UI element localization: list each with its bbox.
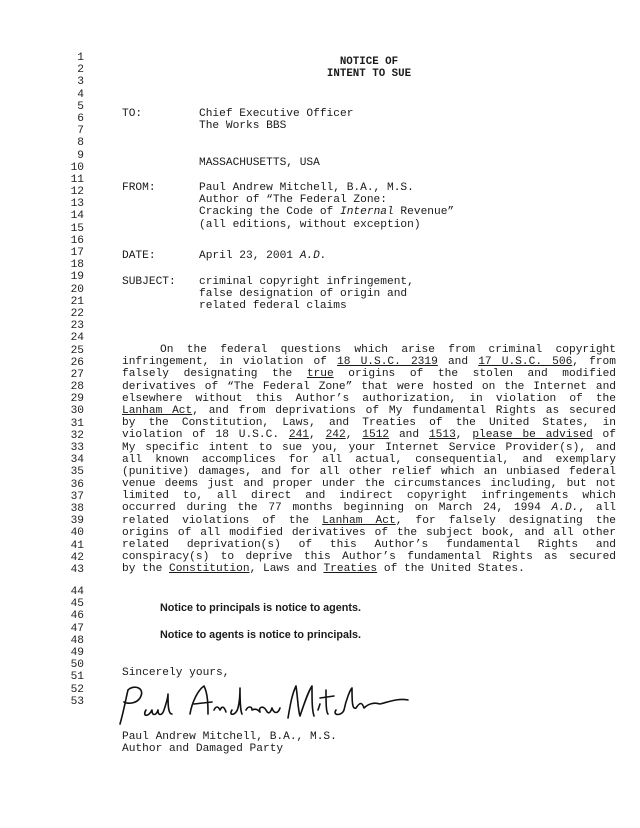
salutation: Sincerely yours, — [122, 667, 230, 679]
line-number: 14 — [70, 210, 84, 223]
line-number: 27 — [70, 368, 84, 381]
body-line: related violations of the Lanham Act, for falsely designating the — [122, 514, 616, 527]
line-number: 26 — [70, 356, 84, 369]
line-number: 23 — [70, 320, 84, 333]
notice-principals: Notice to principals is notice to agents. — [160, 602, 361, 614]
line-number: 19 — [70, 271, 84, 284]
line-number: 49 — [70, 647, 84, 659]
line-number: 46 — [70, 610, 84, 623]
line-number: 3 — [77, 76, 84, 89]
line-number: 43 — [70, 563, 84, 576]
citation-link[interactable]: 18 U.S.C. 2319 — [337, 356, 438, 369]
body-line: infringement, in violation of 18 U.S.C. 2319 and 17 U.S.C. 506, from — [122, 356, 616, 369]
line-number: 29 — [70, 393, 84, 406]
title-line-2: INTENT TO SUE — [326, 68, 412, 80]
line-number: 50 — [70, 659, 84, 672]
to-line-3: MASSACHUSETTS, USA — [199, 156, 320, 169]
line-number: 31 — [70, 417, 84, 430]
body-line: origins of all modified derivatives of the subject book, and all other — [122, 526, 616, 539]
line-number: 10 — [70, 161, 84, 174]
body-line: occurred during the 77 months beginning on March 24, 1994 A.D., all — [122, 502, 616, 515]
line-number: 51 — [70, 671, 84, 684]
citation-link[interactable]: Lanham Act — [122, 404, 193, 417]
body-line: Lanham Act, and from deprivations of My fundamental Rights as secured — [122, 404, 616, 417]
line-number: 47 — [70, 622, 84, 635]
from-line-1: Paul Andrew Mitchell, B.A., M.S. — [199, 182, 414, 194]
body-line: conspiracy(s) to deprive this Author’s fundamental Rights as secured — [122, 551, 616, 564]
body-line: falsely designating the true origins of the stolen and modified — [122, 368, 616, 381]
line-number: 53 — [70, 695, 84, 708]
line-number: 12 — [70, 186, 84, 199]
citation-link[interactable]: 1512 — [362, 429, 390, 442]
emphasis-advised: please be advised — [472, 429, 593, 442]
line-numbers — [58, 52, 84, 708]
line-number: 17 — [70, 247, 84, 259]
notice-agents: Notice to agents is notice to principals. — [160, 629, 361, 641]
line-number: 35 — [70, 466, 84, 479]
citation-link[interactable]: 241 — [288, 429, 310, 442]
citation-link[interactable]: Treaties — [323, 563, 378, 576]
subject-label: SUBJECT: — [122, 276, 176, 288]
body-line: (punitive) damages, and for all other relief which an unbiased federal — [122, 465, 616, 478]
line-number: 9 — [77, 149, 84, 162]
line-number: 25 — [70, 344, 84, 357]
line-number: 38 — [70, 502, 84, 515]
line-number: 45 — [70, 598, 84, 611]
body-line: My specific intent to sue you, your Internet Service Provider(s), and — [122, 441, 616, 454]
line-number: 24 — [70, 332, 84, 345]
body-line: by the Constitution, Laws and Treaties of the United States. — [122, 563, 525, 576]
body-line: elsewhere without this Author’s authorization, in violation of the — [122, 392, 616, 405]
line-number: 5 — [77, 100, 84, 113]
line-number: 11 — [70, 173, 84, 186]
line-number: 44 — [70, 586, 84, 599]
body-paragraph — [122, 344, 616, 576]
line-number: 48 — [70, 634, 84, 647]
subject-line-1: criminal copyright infringement, — [199, 276, 414, 288]
subject-line-3: related federal claims — [199, 300, 347, 313]
line-number: 30 — [70, 405, 84, 418]
body-line: by the Constitution, Laws, and Treaties of the United States, in — [122, 417, 616, 430]
line-number: 32 — [70, 429, 84, 442]
line-number: 18 — [70, 259, 84, 272]
line-number: 34 — [70, 454, 84, 467]
line-number: 33 — [70, 442, 84, 454]
signature-image — [112, 680, 412, 730]
from-line-2: Author of “The Federal Zone: — [199, 194, 387, 207]
line-number: 52 — [70, 683, 84, 696]
date-value: April 23, 2001 A.D. — [199, 250, 327, 262]
line-number: 4 — [77, 88, 84, 101]
citation-link[interactable]: Lanham Act — [322, 514, 396, 527]
citation-link[interactable]: 242 — [325, 429, 346, 442]
body-line: limited to, all direct and indirect copyright infringements which — [122, 490, 616, 503]
line-number: 37 — [70, 490, 84, 503]
line-number: 6 — [77, 112, 84, 125]
line-number: 16 — [70, 234, 84, 247]
body-line: all known accomplices for all actual, consequential, and exemplary — [122, 453, 616, 466]
emphasis-true: true — [306, 368, 334, 381]
line-number: 42 — [70, 551, 84, 564]
line-number: 22 — [70, 307, 84, 320]
citation-link[interactable]: 17 U.S.C. 506 — [478, 356, 573, 369]
line-number: 21 — [70, 295, 84, 308]
line-number: 7 — [77, 125, 84, 138]
line-number: 20 — [70, 283, 84, 296]
from-label: FROM: — [122, 182, 156, 194]
to-label: TO: — [122, 108, 143, 120]
body-line: On the federal questions which arise from criminal copyright — [160, 344, 616, 356]
from-line-4: (all editions, without exception) — [199, 218, 421, 231]
to-line-2: The Works BBS — [199, 120, 287, 133]
line-number: 8 — [77, 137, 84, 150]
subject-line-2: false designation of origin and — [199, 288, 408, 301]
line-number: 13 — [70, 198, 84, 211]
line-number: 39 — [70, 515, 84, 528]
line-number: 15 — [70, 222, 84, 235]
line-number: 40 — [70, 527, 84, 540]
line-number: 41 — [70, 539, 84, 552]
body-line: violation of 18 U.S.C. 241, 242, 1512 and 1513, please be advised of — [122, 429, 616, 442]
signer-role: Author and Damaged Party — [122, 743, 284, 755]
line-number: 28 — [70, 381, 84, 394]
from-line-3: Cracking the Code of Internal Revenue” — [199, 206, 455, 219]
date-label: DATE: — [122, 250, 156, 262]
signer-name: Paul Andrew Mitchell, B.A., M.S. — [122, 731, 337, 743]
citation-link[interactable]: 1513 — [428, 429, 456, 442]
to-line-1: Chief Executive Officer — [199, 108, 354, 120]
line-number: 36 — [70, 478, 84, 491]
title-line-1: NOTICE OF — [339, 56, 399, 68]
body-line: related deprivation(s) of this Author’s fundamental Rights and — [122, 539, 616, 551]
line-number: 1 — [77, 52, 84, 64]
line-number: 2 — [77, 64, 84, 77]
body-line: derivatives of “The Federal Zone” that were hosted on the Internet and — [122, 380, 616, 393]
citation-link[interactable]: Constitution — [169, 563, 250, 576]
body-line: venue deems just and proper under the circumstances including, but not — [122, 478, 616, 491]
